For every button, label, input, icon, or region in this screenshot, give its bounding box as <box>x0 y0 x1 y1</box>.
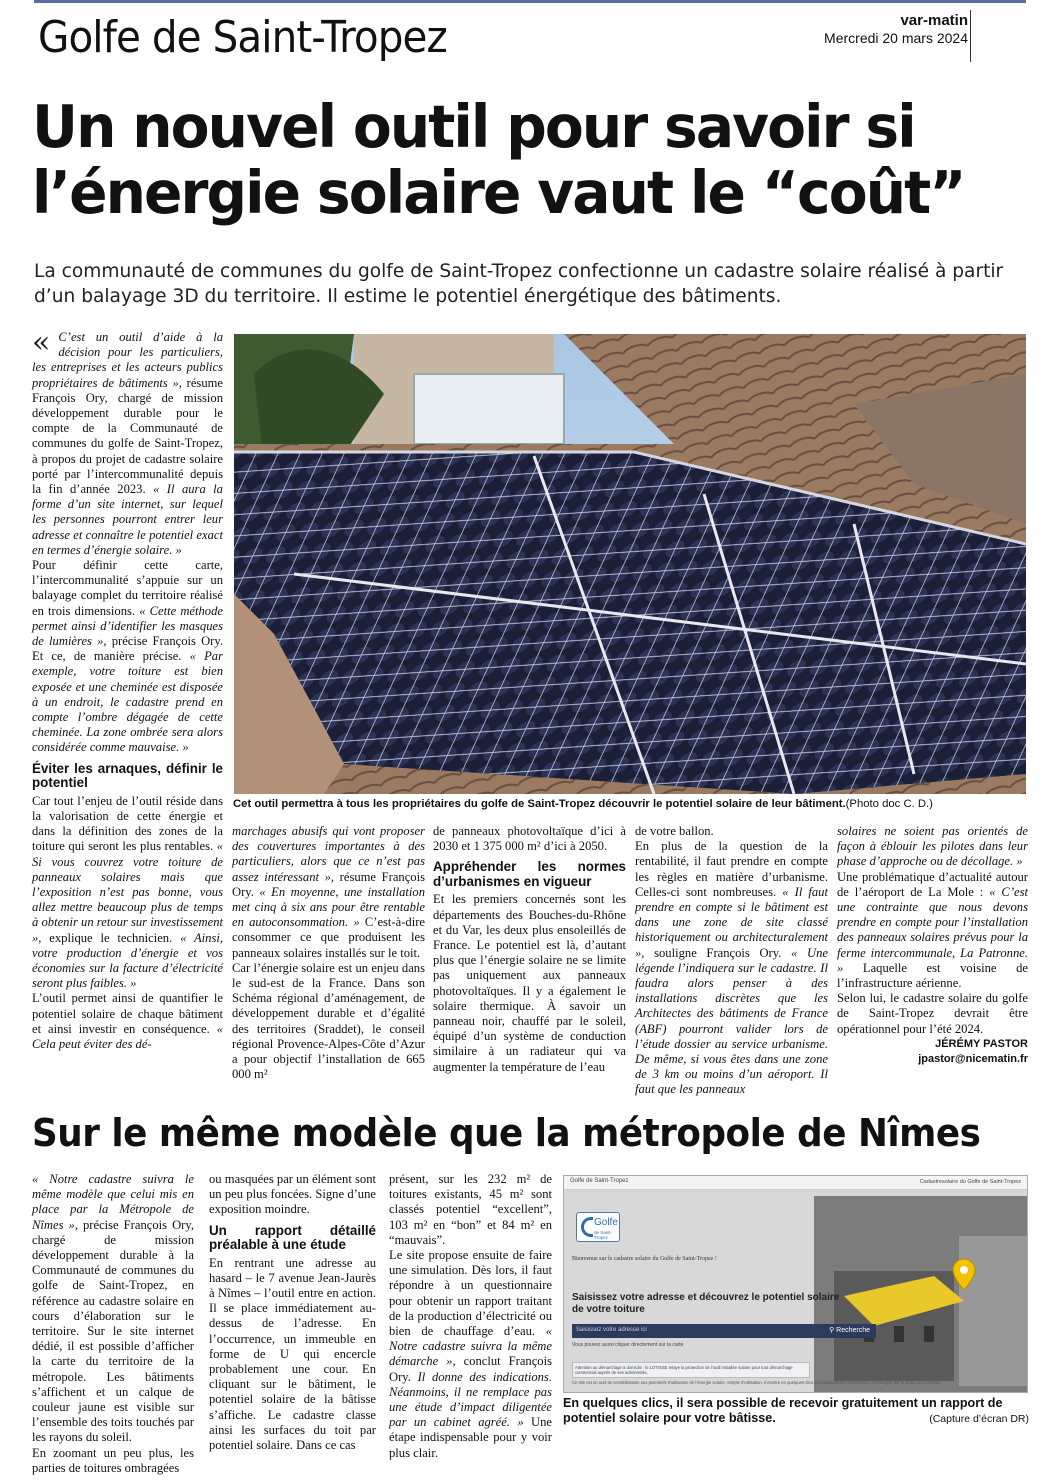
search-input[interactable]: Saisissez votre adresse ici <box>576 1327 647 1333</box>
col4-quote-1: « Il faut prendre en compte si le bâtiment est dans une zone de site classé historiquement ou architecturalement » <box>635 884 828 960</box>
box-column-3 <box>389 1172 552 1461</box>
cadastre-website-screenshot <box>563 1175 1028 1393</box>
solar-panels-photo <box>234 334 1026 794</box>
box-c3-text-3: , conclut François Ory. <box>389 1354 552 1384</box>
column-3 <box>433 824 626 1075</box>
search-button[interactable]: ⚲ Recherche <box>829 1327 870 1334</box>
box-c2-text-1: ou masquées par un élément sont un peu plus foncées. Signe d’une exposition moindre. <box>209 1172 376 1217</box>
search-prompt: Saisissez votre adresse et découvrez le potentiel solaire de votre toiture <box>572 1292 840 1315</box>
col1-quote-3: « Cette méthode permet ainsi d’identifier les masques de lumières » <box>32 603 223 649</box>
author-signature: JÉRÉMY PASTOR <box>935 1037 1028 1050</box>
col2-text-1: , résume François Ory. <box>232 869 425 899</box>
subhead-rapport: Un rapport détaillé préalable à une étude <box>209 1222 376 1253</box>
col5-quote-2: « C’est une contrainte que nous devons prendre en compte pour l’installation des panneaux solaires prévus pour la ferme intercommunale, La Patronne. » <box>837 884 1029 975</box>
col1-text-1: résume François Ory, chargé de mission développement durable pour le compte de la Communauté de communes du golfe de Saint-Tropez, à propos du projet de cadastre solaire porté par l’intercommunalité depuis la fin d’année 2023. <box>32 375 223 497</box>
col2-text-2: C’est-à-dire consommer ce que produisent les panneaux solaires installés sur le toit. <box>232 915 425 960</box>
lede: La communauté de communes du golfe de Saint-Tropez confectionne un cadastre solaire réalisé à partir d’un balayage 3D du territoire. Il estime le potentiel énergétique des bâtiments. <box>34 261 1004 307</box>
col1-quote-4: « Par exemple, votre toiture est bien exposée et une cheminée est disposée à un endroit, le cadastre prend en compte l’ombre dégagée de cette cheminée. La zone ombrée sera alors considérée comme mauvaise. » <box>32 649 223 755</box>
section-title: Golfe de Saint-Tropez <box>38 12 447 63</box>
photo-credit: (Photo doc C. D.) <box>845 798 933 810</box>
screenshot-caption <box>563 1396 1029 1425</box>
col1-quote-2: « Il aura la forme d’un site internet, sur lequel les personnes pourront entrer leur adresse et connaître le potentiel exact en termes d’énergie solaire. » <box>32 482 223 557</box>
screenshot-caption-text: En quelques clics, il sera possible de recevoir gratuitement un rapport de potentiel solaire pour votre bâtisse. <box>563 1396 1003 1425</box>
door-to-door-warning: Attention au démarchage à domicile : le LOTISSE relaye la protection de l’outil installée solaire pour tout démarchage commercial auprès de ses administrés. <box>572 1362 810 1378</box>
box-c1-text-2: En zoomant un peu plus, les parties de toitures ombragées <box>32 1445 194 1475</box>
col5-text-3: Selon lui, le cadastre solaire du golfe de Saint-Tropez devrait être opérationnel pour l’été 2024. <box>837 991 1028 1036</box>
site-top-title: Cadastresolaire du Golfe de Saint-Tropez <box>919 1179 1021 1185</box>
col2-quote-2: « En moyenne, une installation met cinq à six ans pour être rentable en autoconsommation. » <box>232 884 425 930</box>
col1-text-6: L’outil permet ainsi de quantifier le potentiel solaire de chaque bâtiment et ainsi investir en conséquence. <box>32 991 223 1036</box>
logo-word: Golfe <box>594 1217 618 1228</box>
col1-text-5: , explique le technicien. <box>38 930 181 945</box>
site-footer-text: Ce site est un outil de sensibilisation aux potentiels d’utilisation de l’énergie solaire. Simple d’utilisation, il montre en quelques clics la réalisation des installations, il renseigne sur le choix de construire. <box>572 1380 942 1385</box>
col1-text-2: Pour définir cette carte, l’intercommunalité s’appuie sur un balayage complet du territoire réalisé en trois dimensions. <box>32 558 223 618</box>
header-divider <box>970 10 971 62</box>
column-1 <box>32 325 223 1052</box>
box-c3-quote-1: « Notre cadastre suivra la même démarche » <box>389 1324 552 1369</box>
col2-quote-1: marchages abusifs qui vont proposer des couvertures importantes à des particuliers, alors que ce n’est pas assez intéressant » <box>232 824 425 884</box>
headline-line-2: l’énergie solaire vaut le “coût” <box>32 158 965 227</box>
column-5 <box>837 824 1028 1067</box>
col5-text-2: Laquelle est voisine de l’infrastructure aérienne. <box>837 960 1028 991</box>
box-c3-text-1: présent, sur les 232 m² de toitures existants, 45 m² sont classés potentiel “excellent”, 103 m² en “bon” et 84 m² en “mauvais”. <box>389 1172 552 1247</box>
col4-text-1: de votre ballon. <box>635 824 714 838</box>
box-c3-quote-2: Il donne des indications. Néanmoins, il ne remplace pas une étude d’impact diligentée par un cabinet agréé. » <box>389 1369 552 1430</box>
col4-text-2: En plus de la question de la rentabilité, il faut prendre en compte les règles en matière d’urbanisme. Celles-ci sont nombreuses. <box>635 839 828 899</box>
col4-quote-2: « Une légende l’indiquera sur le cadastre. Il faudra alors penser à des installations discrètes que les Architectes des bâtiments de France (ABF) pourront valider lors de l’étude dossier au service urbanisme. De même, si vous êtes dans une zone de 3 km ou moins d’un aéroport. Il faut que les panneaux <box>635 945 828 1097</box>
col1-text-3: , précise François Ory. Et ce, de manière précise. <box>32 634 223 664</box>
screenshot-credit: (Capture d’écran DR) <box>929 1413 1029 1425</box>
welcome-text: Bienvenue sur le cadastre solaire du Golfe de Saint-Tropez ! <box>572 1256 717 1262</box>
subhead-urbanisme: Appréhender les normes d’urbanismes en vigueur <box>433 859 626 889</box>
solar-panels-illustration <box>234 334 1026 794</box>
photo-caption-text: Cet outil permettra à tous les propriétaires du golfe de Saint-Tropez découvrir le potentiel solaire de leur bâtiment. <box>233 798 846 810</box>
box-c2-text-2: En rentrant une adresse au hasard – le 7 avenue Jean-Jaurès à Nîmes – l’outil entre en action. Il se place immédiatement au-dessus de l’adresse. En l’occurrence, un immeuble en forme de U qui encercle probablement une cour. En cliquant sur le bâtiment, le potentiel solaire de la bâtisse s’affiche. Le cadastre classe ainsi les surfaces du toit par potentiel solaire. Dans ce cas <box>209 1255 376 1453</box>
headline-line-1: Un nouvel outil pour savoir si <box>32 92 915 161</box>
box-column-2 <box>209 1172 376 1453</box>
top-rule <box>34 0 1026 3</box>
photo-caption <box>233 797 1027 811</box>
subhead-arnaques: Éviter les arnaques, définir le potentiel <box>32 760 223 791</box>
search-button-label: Recherche <box>836 1327 870 1334</box>
site-header <box>564 1176 1028 1190</box>
location-pin-icon <box>952 1258 976 1292</box>
box-column-1 <box>32 1172 194 1476</box>
col5-quote-1: solaires ne soient pas orientés de façon à éblouir les pilotes dans leur phase d’approche ou de décollage. » <box>837 824 1028 869</box>
map-hint: Vous pouvez aussi cliquer directement sur la carte <box>572 1342 684 1348</box>
col4-text-3: , souligne François Ory. <box>641 945 792 960</box>
logo-sub: de Saint-Tropez <box>594 1230 613 1240</box>
box-c3-text-2: Le site propose ensuite de faire une simulation. Dès lors, il faut répondre à un questionnaire pour obtenir un rapport traitant de la production d’électricité ou bien de chauffage d’eau. <box>389 1248 552 1339</box>
col1-quote-6: « Ainsi, votre production d’énergie et vos économies sur la facture d’électricité seront plus faibles. » <box>32 930 223 991</box>
publication-name: var-matin <box>900 12 968 29</box>
quote-mark: « <box>32 325 51 360</box>
column-4 <box>635 824 828 1098</box>
logo-mark-icon <box>581 1217 593 1237</box>
publication-info <box>824 12 968 47</box>
col1-text-4: Car tout l’enjeu de l’outil réside dans la valorisation de cette énergie et dans la définition des zones de la toiture qui seront les plus rentables. <box>32 793 223 854</box>
col3-text-2: Et les premiers concernés sont les départements des Bouches-du-Rhône et du Var, les deux plus ensoleillés de France. Le potentiel est là, d’autant plus que l’énergie solaire ne se limite pas uniquement aux panneaux photovoltaïques. Il y a également le solaire thermique. À savoir un panneau noir, chauffé par le soleil, équipé d’un système de conduction similaire à un radiateur qui va augmenter la température de l’eau <box>433 892 626 1074</box>
box-c1-text: , précise François Ory, chargé de mission développement durable à la Communauté de communes du golfe de Saint-Tropez, en référence au cadastre solaire en cours d’élaboration sur le territoire. Sur le site internet dédié, il est possible d’afficher la carte du territoire de la métropole. Les bâtiments s’affichent et un calque de couleur jaune est visible sur l’ensemble des toits touchés par les rayons du soleil. <box>32 1217 194 1445</box>
box-title: Sur le même modèle que la métropole de Nîmes <box>32 1111 981 1155</box>
col3-text-1: de panneaux photovoltaïque d’ici à 2030 et 1 375 000 m² d’ici à 2050. <box>433 824 626 854</box>
golfe-logo <box>576 1212 620 1242</box>
author-email[interactable]: jpastor@nicematin.fr <box>918 1052 1028 1065</box>
box-c3-text-4: Une étape indispensable pour y voir plus clair. <box>389 1415 552 1460</box>
col2-text-3: Car l’énergie solaire est un enjeu dans le sud-est de la France. Dans son Schéma régional d’aménagement, de développement durable et d’égalité des territoires (Sraddet), le conseil régional Provence-Alpes-Côte d’Azur a pour objectif l’installation de 665 000 m² <box>232 960 425 1082</box>
col1-quote-7: « Cela peut éviter des dé- <box>32 1021 223 1051</box>
site-small-logo: Golfe de Saint-Tropez <box>570 1178 629 1184</box>
col1-quote-1: C’est un outil d’aide à la décision pour les particuliers, les entreprises et les acteurs publics propriétaires de bâtiments », <box>32 330 223 390</box>
col1-quote-5: « Si vous couvrez votre toiture de panneaux solaires mais que l’exposition n’est pas bonne, vous allez mettre beaucoup plus de temps à obtenir un retour sur investissement » <box>32 839 223 945</box>
column-2 <box>232 824 425 1082</box>
headline <box>32 94 992 226</box>
col5-text-1: Une problématique d’actualité autour de l’aéroport de La Mole : <box>837 869 1028 899</box>
search-bar <box>572 1324 876 1338</box>
publication-date: Mercredi 20 mars 2024 <box>824 30 968 46</box>
box-c1-quote: « Notre cadastre suivra le même modèle que celui mis en place par la Métropole de Nîmes » <box>32 1172 194 1232</box>
